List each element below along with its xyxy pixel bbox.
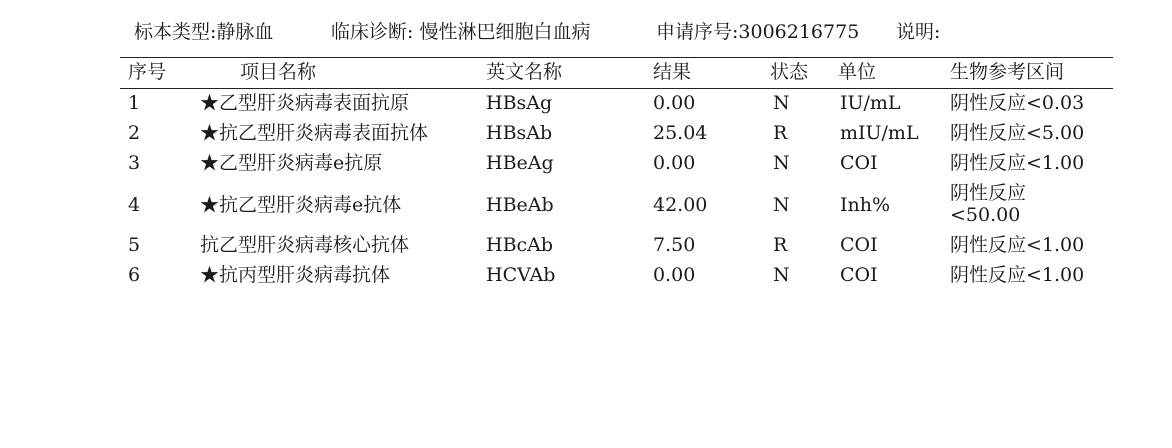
column-header-item-name: 项目名称 — [240, 61, 317, 83]
row-number: 6 — [128, 264, 141, 286]
english-name: HBsAg — [486, 92, 553, 114]
result-value: 42.00 — [653, 194, 708, 216]
item-name: ★抗乙型肝炎病毒表面抗体 — [200, 122, 429, 144]
specimen-type: 标本类型:静脉血 — [134, 21, 274, 43]
english-name: HBsAb — [486, 122, 553, 144]
unit: COI — [840, 264, 878, 286]
table-top-rule — [120, 57, 1113, 58]
column-header-status: 状态 — [770, 61, 809, 83]
english-name: HBeAb — [486, 194, 554, 216]
reference-range: 阴性反应<50.00 — [950, 182, 1027, 226]
row-number: 5 — [128, 234, 141, 256]
column-header-reference-range: 生物参考区间 — [950, 61, 1065, 83]
english-name: HBcAb — [486, 234, 554, 256]
reference-range: 阴性反应<1.00 — [950, 152, 1085, 174]
result-value: 0.00 — [653, 152, 696, 174]
request-number: 申请序号:3006216775 — [656, 21, 860, 43]
status-flag: R — [773, 234, 788, 256]
result-value: 7.50 — [653, 234, 696, 256]
column-header-english-name: 英文名称 — [486, 61, 563, 83]
column-header-unit: 单位 — [838, 61, 877, 83]
row-number: 4 — [128, 194, 141, 216]
reference-range: 阴性反应<5.00 — [950, 122, 1085, 144]
result-value: 25.04 — [653, 122, 708, 144]
row-number: 2 — [128, 122, 141, 144]
note-label: 说明: — [896, 21, 941, 43]
item-name: ★乙型肝炎病毒e抗原 — [200, 152, 383, 174]
english-name: HCVAb — [486, 264, 556, 286]
item-name: ★抗乙型肝炎病毒e抗体 — [200, 194, 402, 216]
row-number: 3 — [128, 152, 141, 174]
english-name: HBeAg — [486, 152, 554, 174]
column-header-no: 序号 — [128, 61, 167, 83]
table-header-rule — [120, 88, 1113, 89]
clinical-diagnosis: 临床诊断: 慢性淋巴细胞白血病 — [331, 21, 591, 43]
item-name: ★乙型肝炎病毒表面抗原 — [200, 92, 410, 114]
reference-range: 阴性反应<1.00 — [950, 264, 1085, 286]
unit: COI — [840, 152, 878, 174]
unit: IU/mL — [840, 92, 901, 114]
status-flag: N — [773, 92, 790, 114]
status-flag: N — [773, 264, 790, 286]
result-value: 0.00 — [653, 92, 696, 114]
item-name: ★抗丙型肝炎病毒抗体 — [200, 264, 391, 286]
unit: Inh% — [840, 194, 891, 216]
status-flag: N — [773, 194, 790, 216]
result-value: 0.00 — [653, 264, 696, 286]
status-flag: N — [773, 152, 790, 174]
row-number: 1 — [128, 92, 141, 114]
item-name: 抗乙型肝炎病毒核心抗体 — [200, 234, 410, 256]
unit: COI — [840, 234, 878, 256]
unit: mIU/mL — [840, 122, 919, 144]
column-header-result: 结果 — [653, 61, 692, 83]
status-flag: R — [773, 122, 788, 144]
reference-range: 阴性反应<0.03 — [950, 92, 1085, 114]
reference-range: 阴性反应<1.00 — [950, 234, 1085, 256]
